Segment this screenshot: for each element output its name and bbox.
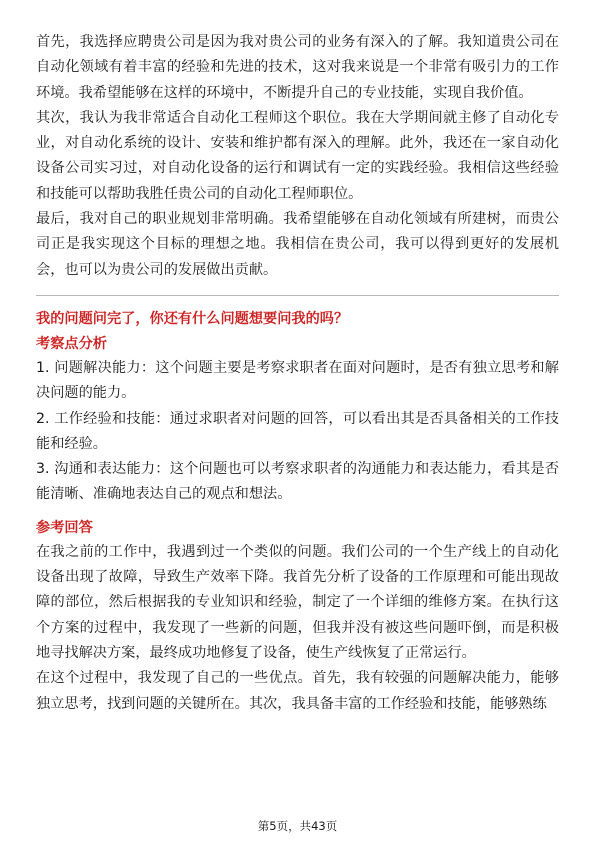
- analysis-heading: 考察点分析: [36, 335, 107, 352]
- document-page: [36, 30, 559, 717]
- reference-section: [36, 516, 559, 717]
- section-divider: [36, 295, 559, 296]
- intro-section: [36, 30, 559, 283]
- reference-paragraph-2: 在这个过程中，我发现了自己的一些优点。首先，我有较强的问题解决能力，能够独立思考，找到问题的关键所在。其次，我具备丰富的工作经验和技能，能够熟练: [36, 670, 559, 712]
- intro-paragraph-3: 最后，我对自己的职业规划非常明确。我希望能够在自动化领域有所建树，而贵公司正是我实现这个目标的理想之地。我相信在贵公司，我可以得到更好的发展机会，也可以为贵公司的发展做出贡献。: [36, 211, 559, 278]
- analysis-item-2: 2. 工作经验和技能：通过求职者对问题的回答，可以看出其是否具备相关的工作技能和经验。: [36, 410, 559, 452]
- analysis-item-3: 3. 沟通和表达能力：这个问题也可以考察求职者的沟通能力和表达能力，看其是否能清晰、准确地表达自己的观点和想法。: [36, 461, 559, 503]
- analysis-section: [36, 332, 559, 508]
- question-title: 我的问题问完了，你还有什么问题想要问我的吗？: [36, 310, 349, 327]
- reference-paragraph-1: 在我之前的工作中，我遇到过一个类似的问题。我们公司的一个生产线上的自动化设备出现了故障，导致生产效率下降。我首先分析了设备的工作原理和可能出现故障的部位，然后根据我的专业知识和经验，制定了一个详细的维修方案。在执行这个方案的过程中，我发现了一些新的问题，但我并没有被这些问题吓倒，而是积极地寻找解决方案，最终成功地修复了设备，使生产线恢复了正常运行。: [36, 543, 559, 661]
- analysis-item-1: 1. 问题解决能力：这个问题主要是考察求职者在面对问题时，是否有独立思考和解决问题的能力。: [36, 359, 559, 402]
- intro-paragraph-2: 其次，我认为我非常适合自动化工程师这个职位。我在大学期间就主修了自动化专业，对自动化系统的设计、安装和维护都有深入的理解。此外，我还在一家自动化设备公司实习过，对自动化设备的运行和调试有一定的实践经验。我相信这些经验和技能可以帮助我胜任贵公司的自动化工程师职位。: [36, 109, 559, 202]
- reference-heading: 参考回答: [36, 519, 93, 536]
- page-number-footer: 第5页，共43页: [257, 819, 338, 833]
- intro-paragraph-1: 首先，我选择应聘贵公司是因为我对贵公司的业务有深入的了解。我知道贵公司在自动化领域有着丰富的经验和先进的技术，这对我来说是一个非常有吸引力的工作环境。我希望能够在这样的环境中，不断提升自己的专业技能，实现自我价值。: [36, 34, 559, 101]
